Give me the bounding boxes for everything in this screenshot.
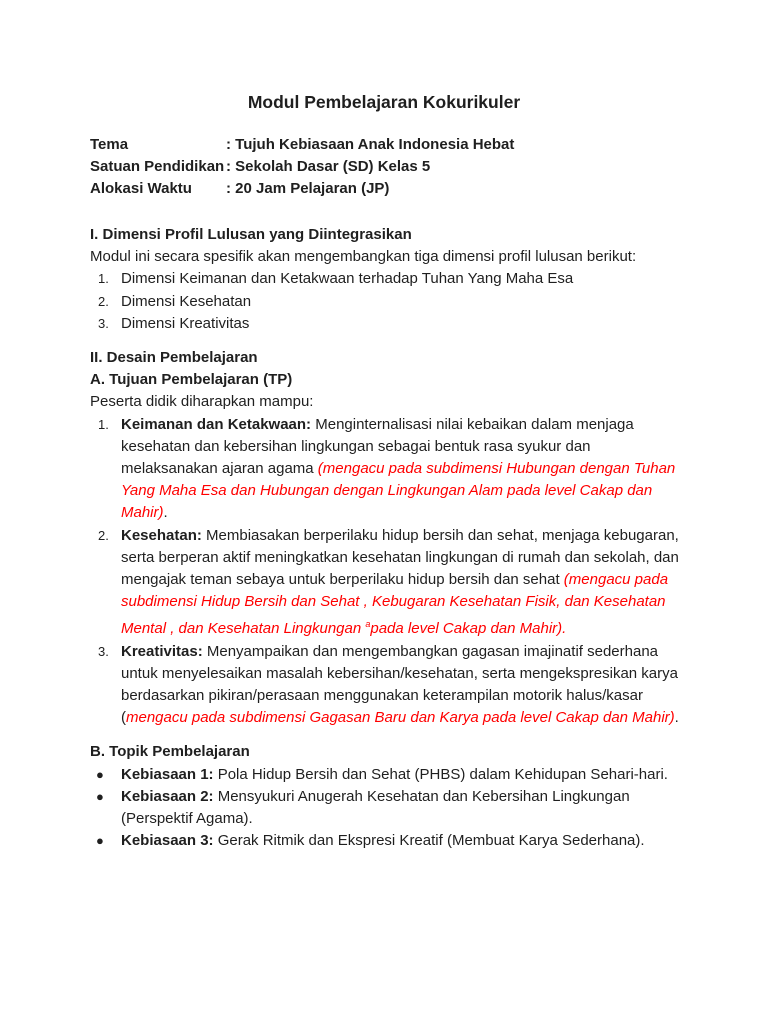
section-heading: I. Dimensi Profil Lulusan yang Diintegrasikan (90, 226, 412, 243)
bullet-icon: ● (96, 766, 104, 782)
list-item-text: Dimensi Kesehatan (121, 292, 252, 310)
list-item-text: Dimensi Keimanan dan Ketakwaan terhadap Tuhan Yang Maha Esa (121, 270, 574, 288)
meta-label: Alokasi Waktu (90, 180, 192, 197)
list-number: 1. (98, 416, 109, 432)
meta-value: : Tujuh Kebiasaan Anak Indonesia Hebat (226, 136, 515, 153)
objective-note-after: pada level Cakap dan Mahir). (370, 620, 567, 638)
list-number: 3. (98, 643, 109, 659)
objective-label: Keimanan dan Ketakwaan: (121, 415, 312, 433)
topic-label: Kebiasaan 1: (121, 765, 214, 783)
list-item (90, 525, 690, 641)
topic-text: Pola Hidup Bersih dan Sehat (PHBS) dalam Kehidupan Sehari-hari. (213, 765, 668, 783)
meta-label: Satuan Pendidikan (90, 158, 225, 175)
meta-value: : Sekolah Dasar (SD) Kelas 5 (226, 158, 431, 175)
objective-note-text: (mengacu pada subdimensi Hidup Bersih dan Sehat , Kebugaran Kesehatan Fisik, dan Kesehatan Mental , dan Kesehatan Lingkungan (121, 571, 669, 638)
list-number: 2. (98, 527, 109, 543)
objective-note: (mengacu pada subdimensi Hubungan dengan Tuhan Yang Maha Esa dan Hubungan dengan Lingkungan Alam pada level Cakap dan Mahir) (121, 460, 676, 522)
list-item (90, 830, 690, 852)
section-heading: II. Desain Pembelajaran (90, 349, 258, 367)
list-item (90, 313, 690, 335)
meta-value: : 20 Jam Pelajaran (JP) (226, 180, 390, 197)
topic-label: Kebiasaan 2: (121, 787, 214, 805)
page-title: Modul Pembelajaran Kokurikuler (247, 92, 521, 112)
subsection-heading: B. Topik Pembelajaran (90, 743, 250, 761)
list-item (90, 268, 690, 290)
objective-list (90, 414, 690, 730)
topic-text: Mensyukuri Anugerah Kesehatan dan Kebersihan Lingkungan (Perspektif Agama). (121, 787, 630, 828)
list-number: 3. (98, 315, 109, 331)
bullet-icon: ● (96, 833, 104, 849)
list-item (90, 786, 690, 830)
topic-label: Kebiasaan 3: (121, 832, 214, 850)
bullet-icon: ● (96, 788, 104, 804)
list-item (90, 641, 690, 730)
meta-row-tema (90, 134, 514, 156)
list-item (90, 291, 690, 313)
objective-label: Kesehatan: (121, 526, 202, 544)
list-item-text: Dimensi Kreativitas (121, 314, 250, 332)
meta-row-alokasi (90, 178, 514, 200)
objective-text: Menyampaikan dan mengembangkan gagasan imajinatif sederhana untuk menyelesaikan masalah kebersihan/kesehatan, serta mengekspresikan karya berdasarkan pikiran/perasaan menggunakan keterampilan motorik halus/kasar ( (121, 642, 678, 727)
topic-text: Gerak Ritmik dan Ekspresi Kreatif (Membuat Karya Sederhana). (213, 832, 645, 850)
list-number: 2. (98, 293, 109, 309)
objective-tail: . (163, 504, 168, 522)
objective-text: Membiasakan berperilaku hidup bersih dan sehat, menjaga kebugaran, serta berperan aktif meningkatkan kesehatan lingkungan di rumah dan sekolah, dan mengajak teman sebaya untuk berperilaku hidup bersih dan sehat (121, 526, 679, 589)
document-body (90, 224, 690, 852)
subsection-heading: A. Tujuan Pembelajaran (TP) (90, 371, 293, 389)
list-number: 1. (98, 271, 109, 287)
meta-row-satuan (90, 156, 514, 178)
section-intro: Modul ini secara spesifik akan mengembangkan tiga dimensi profil lulusan berikut: (90, 248, 637, 266)
list-item (90, 764, 690, 786)
section-intro: Peserta didik diharapkan mampu: (90, 393, 314, 411)
objective-tail: . (674, 709, 679, 727)
module-meta (90, 134, 514, 200)
objective-label: Kreativitas: (121, 642, 203, 660)
footnote-marker: a (365, 619, 371, 630)
dimension-list (90, 268, 690, 335)
list-item (90, 414, 690, 525)
objective-text: Menginternalisasi nilai kebaikan dalam menjaga kesehatan dan kebersihan lingkungan sebagai bentuk rasa syukur dan melaksanakan ajaran agama (121, 415, 634, 478)
meta-label: Tema (90, 136, 129, 153)
topic-list (90, 764, 690, 853)
objective-note: mengacu pada subdimensi Gagasan Baru dan Karya pada level Cakap dan Mahir) (126, 709, 675, 727)
